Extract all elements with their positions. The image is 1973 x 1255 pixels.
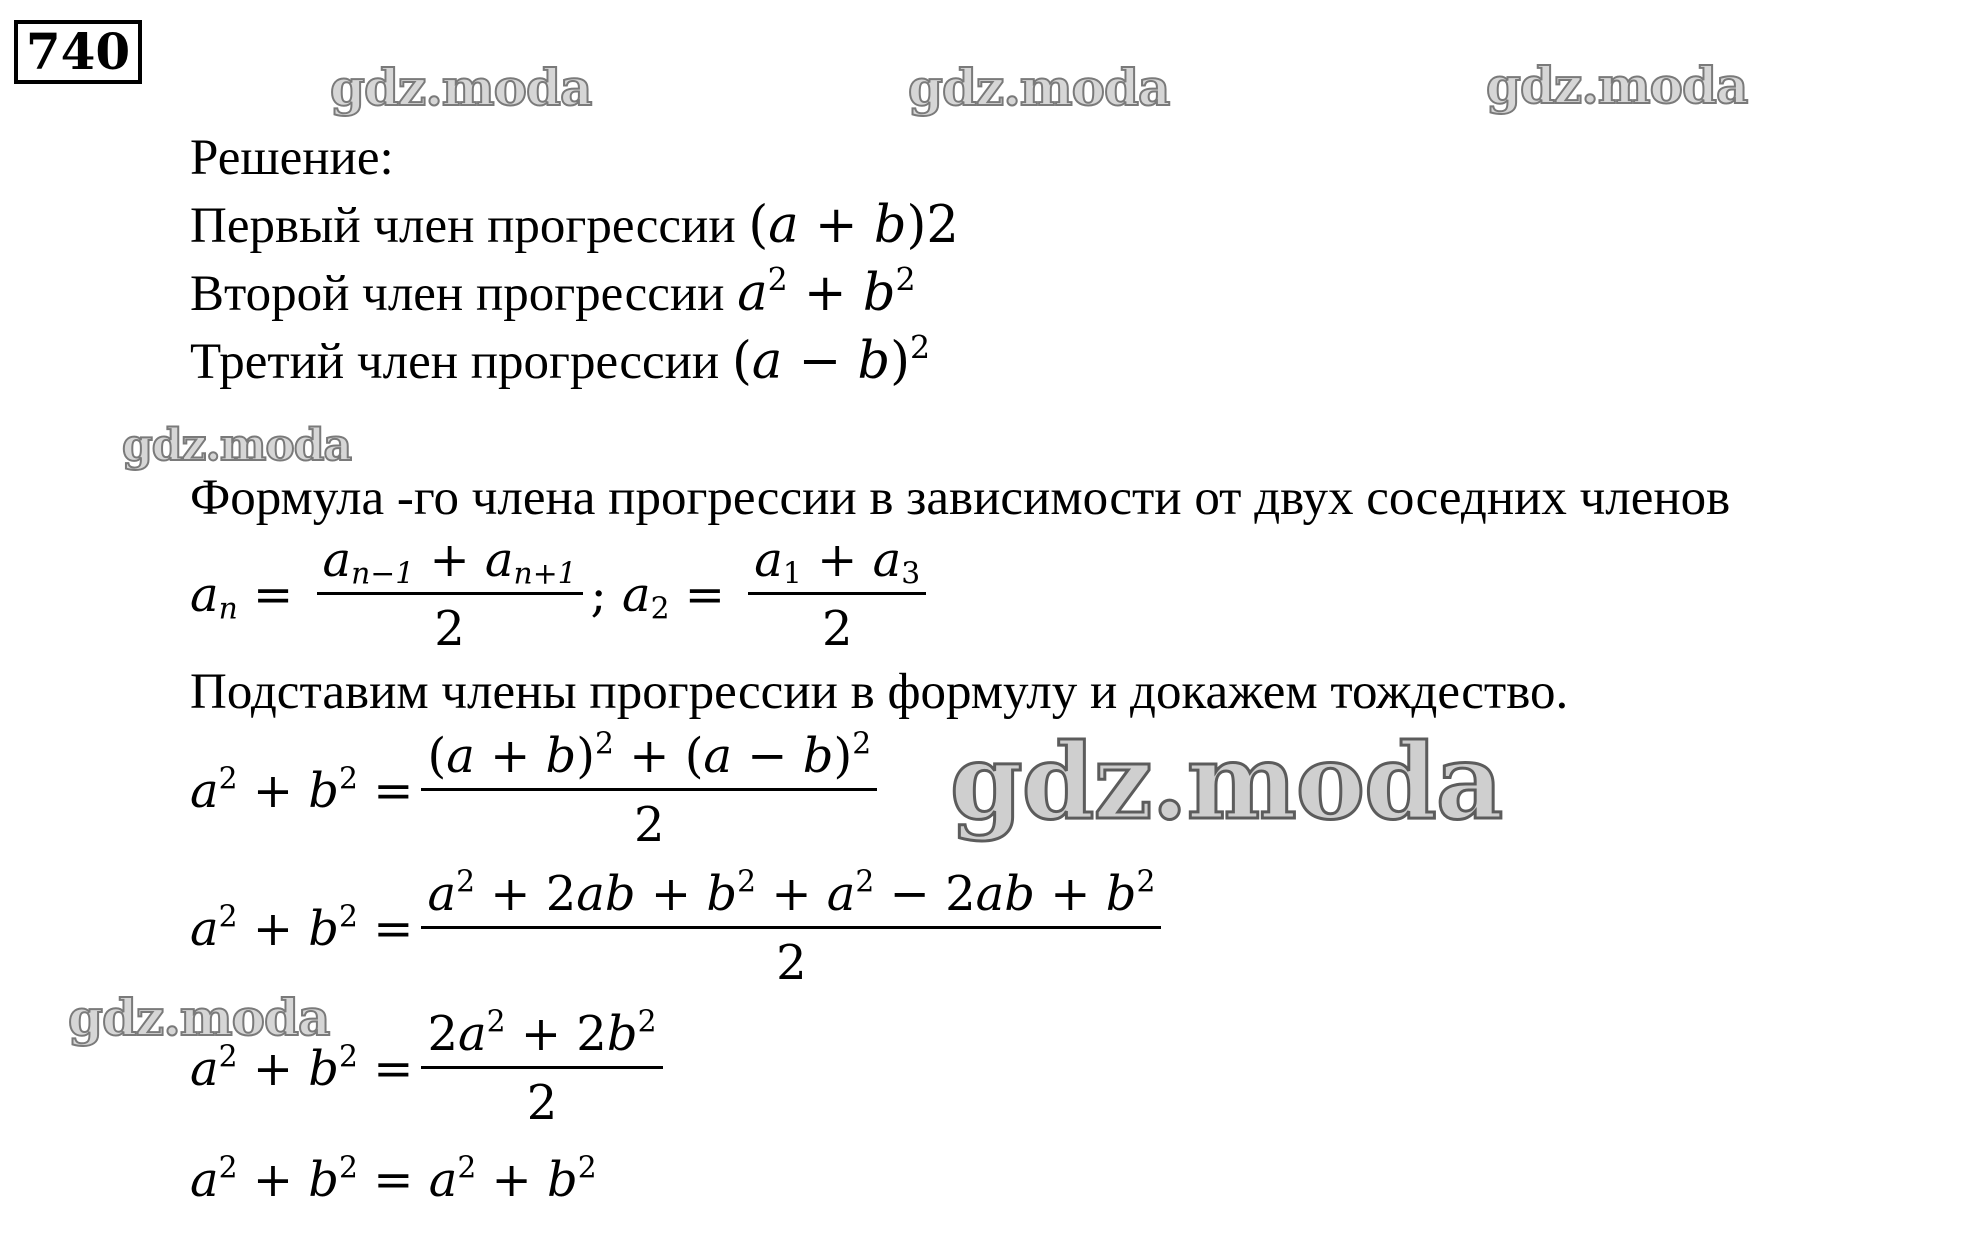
watermark-top-left: gdz.moda [330,58,592,117]
watermark-top-center: gdz.moda [908,58,1170,117]
step-1-fraction: $\frac{(a + b)^2 + (a - b)^2}{2}$ [421,728,877,853]
substitute-text: Подставим члены прогрессии в формулу и докажем тождество. [190,664,1569,720]
third-term-line [190,332,930,392]
second-term-line [190,264,916,324]
first-term-expr: (a + b)2 [748,196,959,255]
watermark-left-upper: gdz.moda [122,420,352,471]
watermark-center-big: gdz.moda [950,720,1503,843]
first-term-label: Первый член прогрессии [190,198,736,254]
problem-number: 740 [14,20,142,84]
first-term-line [190,196,959,256]
step-3: $a^2 + b^2$ = $\frac{2a^2 + 2b^2}{2}$ [190,1006,671,1131]
step-3-fraction: $\frac{2a^2 + 2b^2}{2}$ [421,1006,662,1131]
nth-term-formula: $a_n$ = $\frac{a_{n-1} + a_{n+1}}{2}$ ; $a_2$ = $\frac{a_1 + a_3}{2}$ [190,532,934,657]
third-term-label: Третий член прогрессии [190,334,720,390]
nth-term-fraction: $\frac{a_{n-1} + a_{n+1}}{2}$ [317,532,583,657]
step-2-fraction: $\frac{a^2 + 2ab + b^2 + a^2 - 2ab + b^2}{2}$ [421,866,1161,991]
second-term-expr: $a^2 + b^2$ [737,262,916,323]
third-term-expr: $(a - b)^2$ [731,330,931,391]
watermark-top-right: gdz.moda [1486,56,1748,115]
step-1: $a^2 + b^2$ = $\frac{(a + b)^2 + (a - b)^2}{2}$ [190,728,885,853]
second-term-fraction: $\frac{a_1 + a_3}{2}$ [748,532,926,657]
step-2: $a^2 + b^2$ = $\frac{a^2 + 2ab + b^2 + a^2 - 2ab + b^2}{2}$ [190,866,1169,991]
formula-intro: Формула -го члена прогрессии в зависимости от двух соседних членов [190,470,1731,526]
second-term-label: Второй член прогрессии [190,266,725,322]
solution-heading: Решение: [190,130,394,186]
watermark-left-lower: gdz.moda [68,988,330,1047]
step-4: $a^2 + b^2 = a^2 + b^2$ [190,1150,597,1208]
